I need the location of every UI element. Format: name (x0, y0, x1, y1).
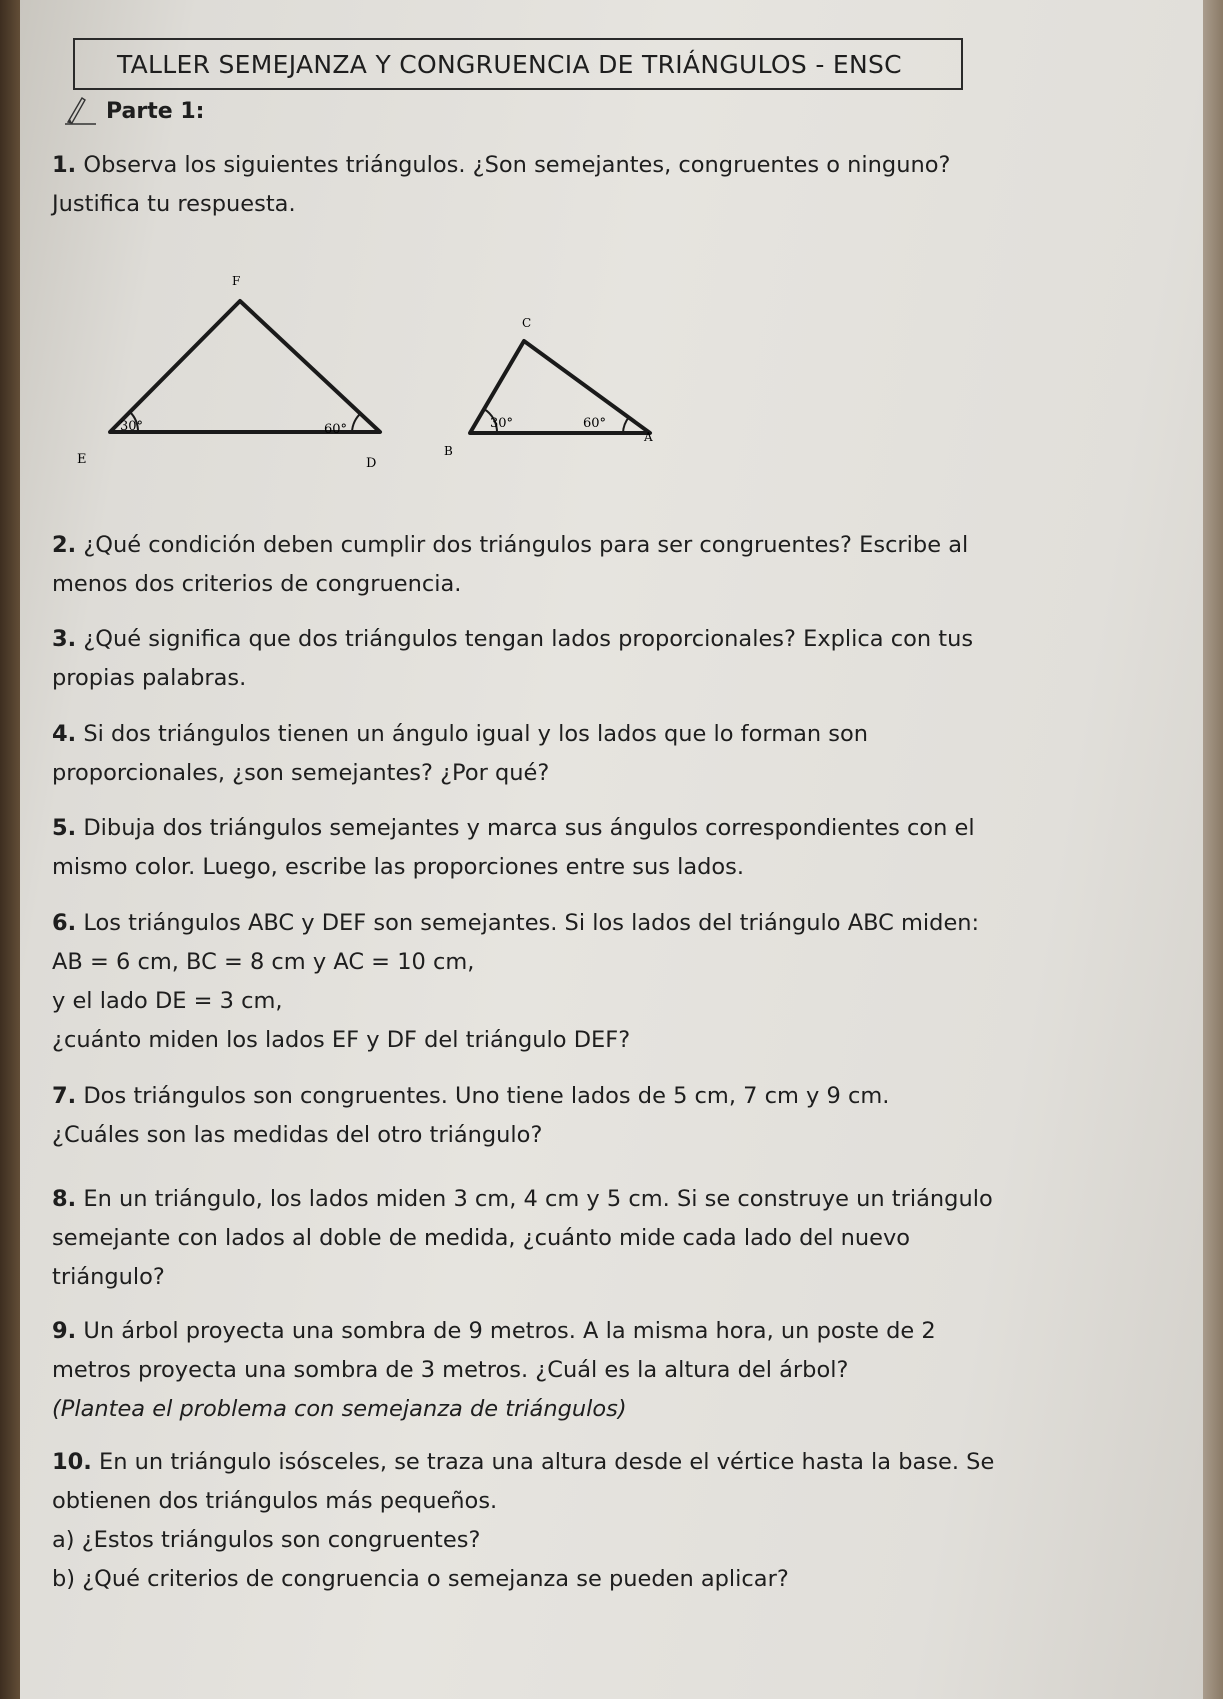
question-10 (52, 1443, 994, 1599)
question-text: triángulo? (52, 1264, 165, 1290)
question-number: 7. (52, 1083, 77, 1109)
question-8 (52, 1180, 993, 1297)
question-subitem-b: b) ¿Qué criterios de congruencia o semejanza se pueden aplicar? (52, 1566, 789, 1592)
question-text: mismo color. Luego, escribe las proporciones entre sus lados. (52, 854, 745, 880)
question-note: (Plantea el problema con semejanza de triángulos) (52, 1396, 627, 1422)
vertex-label-c: C (522, 316, 532, 330)
question-number: 5. (52, 815, 77, 841)
question-text: Justifica tu respuesta. (52, 191, 296, 217)
question-text: ¿cuánto miden los lados EF y DF del triángulo DEF? (52, 1027, 631, 1053)
question-text: ¿Qué significa que dos triángulos tengan lados proporcionales? Explica con tus (83, 626, 974, 652)
question-number: 10. (52, 1449, 92, 1475)
question-text: En un triángulo, los lados miden 3 cm, 4 cm y 5 cm. Si se construye un triángulo (83, 1186, 993, 1212)
question-6 (52, 904, 979, 1060)
angle-label-e: 30° (120, 419, 144, 434)
question-text: metros proyecta una sombra de 3 metros. ¿Cuál es la altura del árbol? (52, 1357, 849, 1383)
question-number: 1. (52, 152, 77, 178)
worksheet-page (20, 0, 1205, 1699)
question-7 (52, 1077, 889, 1155)
question-text: menos dos criterios de congruencia. (52, 571, 462, 597)
question-text: obtienen dos triángulos más pequeños. (52, 1488, 498, 1514)
question-text: En un triángulo isósceles, se traza una altura desde el vértice hasta la base. Se (99, 1449, 995, 1475)
question-subitem-a: a) ¿Estos triángulos son congruentes? (52, 1527, 481, 1553)
question-5 (52, 809, 975, 887)
question-text: Dibuja dos triángulos semejantes y marca sus ángulos correspondientes con el (83, 815, 975, 841)
angle-label-b: 30° (490, 416, 514, 431)
vertex-label-e: E (77, 452, 87, 467)
question-text: Dos triángulos son congruentes. Uno tiene lados de 5 cm, 7 cm y 9 cm. (83, 1083, 890, 1109)
triangle-def (77, 274, 380, 471)
question-text: y el lado DE = 3 cm, (52, 988, 283, 1014)
question-number: 2. (52, 532, 77, 558)
part-label: Parte 1: (106, 99, 205, 124)
question-9 (52, 1312, 936, 1429)
question-number: 4. (52, 721, 77, 747)
question-number: 6. (52, 910, 77, 936)
question-1 (52, 146, 950, 224)
question-number: 8. (52, 1186, 77, 1212)
question-text: Observa los siguientes triángulos. ¿Son semejantes, congruentes o ninguno? (83, 152, 951, 178)
triangle-abc (444, 316, 653, 458)
question-text: proporcionales, ¿son semejantes? ¿Por qué? (52, 760, 550, 786)
vertex-label-f: F (232, 274, 241, 288)
question-text: AB = 6 cm, BC = 8 cm y AC = 10 cm, (52, 949, 475, 975)
triangles-figure (77, 265, 660, 475)
question-text: semejante con lados al doble de medida, ¿cuánto mide cada lado del nuevo (52, 1225, 911, 1251)
question-2 (52, 526, 968, 604)
pencil-icon (62, 92, 98, 126)
question-text: ¿Cuáles son las medidas del otro triángulo? (52, 1122, 543, 1148)
vertex-label-b: B (444, 444, 453, 458)
question-text: ¿Qué condición deben cumplir dos triángulos para ser congruentes? Escribe al (83, 532, 969, 558)
vertex-label-d: D (366, 456, 377, 471)
table-background-right (1203, 0, 1223, 1699)
worksheet-title-text: TALLER SEMEJANZA Y CONGRUENCIA DE TRIÁNGULOS - ENSC (117, 49, 902, 79)
question-text: Si dos triángulos tienen un ángulo igual y los lados que lo forman son (83, 721, 869, 747)
question-3 (52, 620, 973, 698)
question-4 (52, 715, 868, 793)
angle-label-d: 60° (324, 422, 348, 437)
question-number: 9. (52, 1318, 77, 1344)
worksheet-title (73, 38, 963, 90)
vertex-label-a: A (644, 430, 653, 444)
question-text: Un árbol proyecta una sombra de 9 metros. A la misma hora, un poste de 2 (83, 1318, 936, 1344)
angle-label-a: 60° (583, 416, 607, 431)
question-text: propias palabras. (52, 665, 247, 691)
question-number: 3. (52, 626, 77, 652)
question-text: Los triángulos ABC y DEF son semejantes. Si los lados del triángulo ABC miden: (83, 910, 980, 936)
